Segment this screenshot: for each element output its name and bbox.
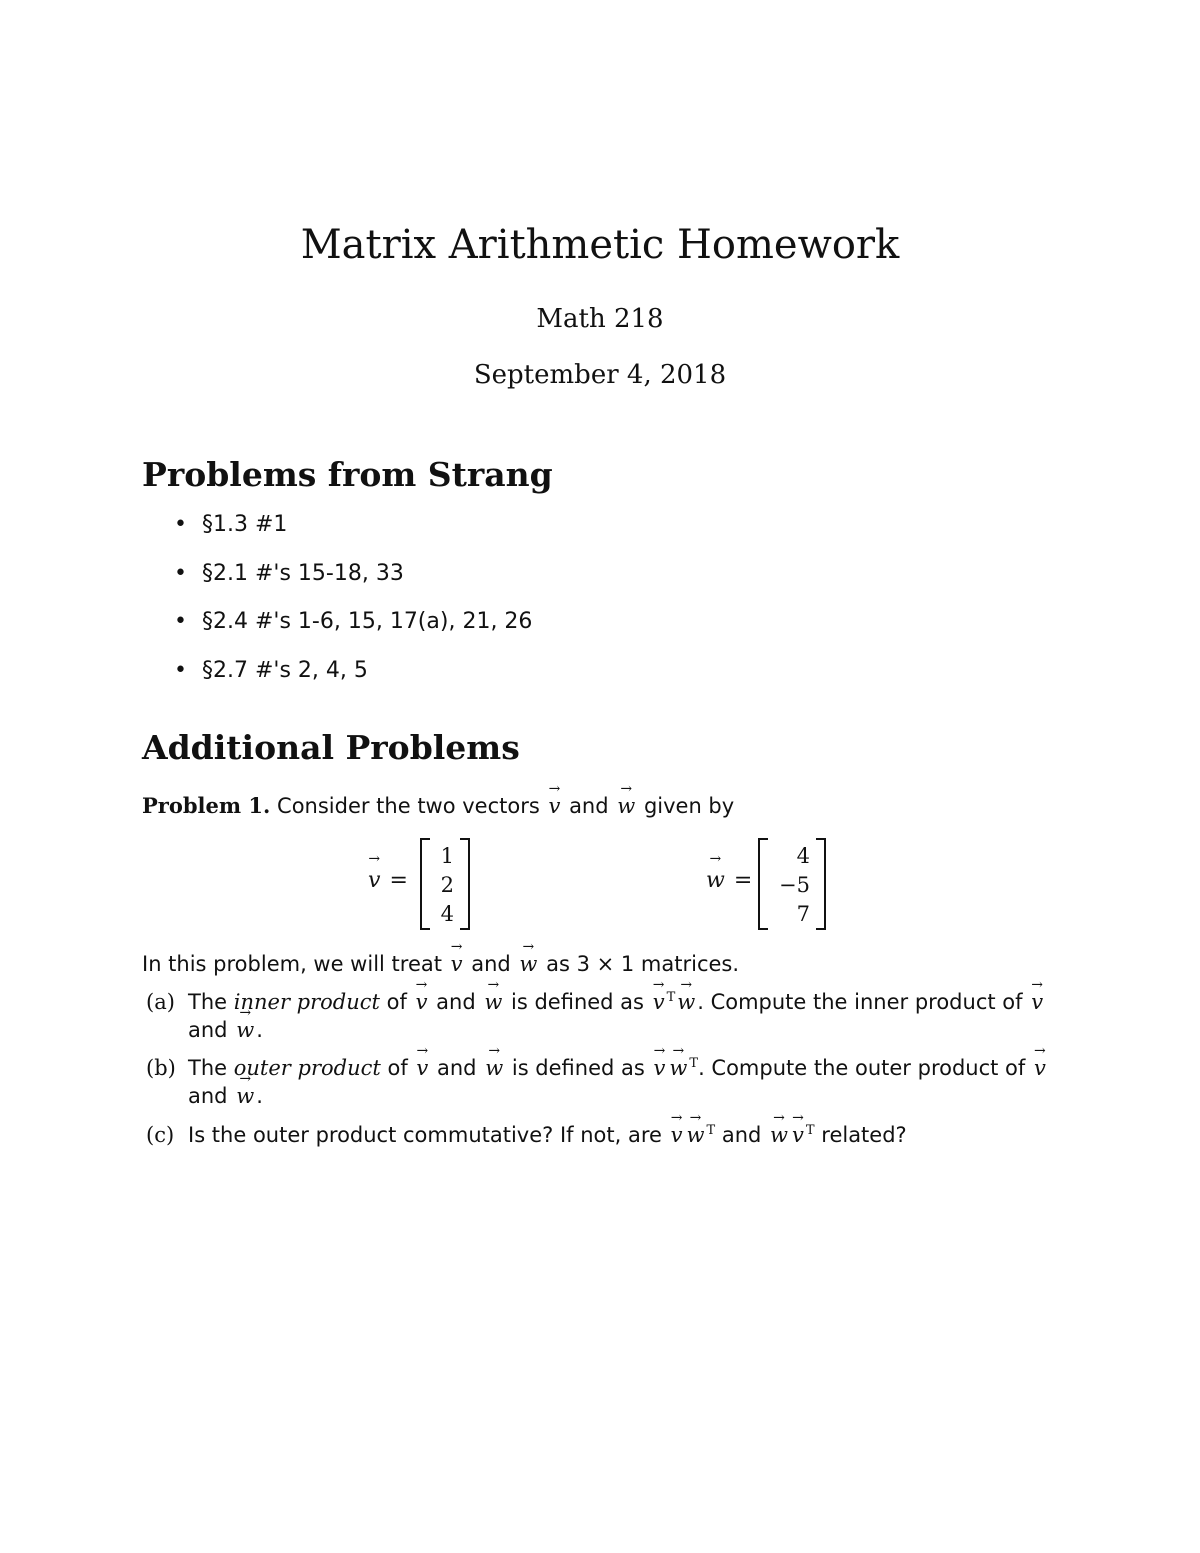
document-title: Matrix Arithmetic Homework bbox=[300, 222, 900, 268]
problem-label: Problem 1. bbox=[142, 793, 271, 818]
vector-w: → w bbox=[615, 792, 637, 820]
vector-definitions bbox=[0, 838, 1200, 928]
vector-v: → v bbox=[547, 792, 563, 820]
course-name: Math 218 bbox=[536, 304, 664, 334]
matrix-v-entries: 1 2 4 bbox=[440, 844, 454, 926]
term-inner-product: inner product bbox=[233, 990, 380, 1014]
strang-heading: Problems from Strang bbox=[142, 455, 553, 494]
strang-problem-list bbox=[172, 512, 872, 706]
matrix-v: → v = 1 2 4 bbox=[362, 838, 482, 928]
document-date: September 4, 2018 bbox=[473, 360, 727, 390]
list-item: • §2.4 #'s 1-6, 15, 17(a), 21, 26 bbox=[174, 609, 533, 635]
bullet-icon: • bbox=[174, 512, 187, 537]
list-item: • §2.7 #'s 2, 4, 5 bbox=[174, 657, 368, 683]
part-a: (a) The inner product of → v and → w is defined as → v $^T$→ w. Compute the inner product of → v and → w. bbox=[142, 988, 1062, 1044]
right-bracket bbox=[460, 838, 470, 930]
part-b: (b) The outer product of → v and → w is defined as → v→ w $^T$. Compute the outer product of → v and → w. bbox=[142, 1054, 1062, 1110]
term-outer-product: outer product bbox=[233, 1056, 381, 1080]
matrix-w: → w = 4 −5 7 bbox=[700, 838, 840, 928]
additional-heading: Additional Problems bbox=[142, 728, 520, 767]
left-bracket bbox=[420, 838, 430, 930]
bullet-icon: • bbox=[174, 560, 187, 586]
problem-statement: Problem 1. Consider the two vectors → v and → w given by bbox=[142, 792, 1062, 820]
right-bracket bbox=[816, 838, 826, 930]
part-label: (c) bbox=[146, 1123, 175, 1147]
bullet-icon: • bbox=[174, 657, 187, 683]
matrix-w-entries: 4 −5 7 bbox=[779, 844, 810, 926]
left-bracket bbox=[758, 838, 768, 930]
part-label: (b) bbox=[146, 1056, 176, 1080]
list-item: • §1.3 #1 bbox=[174, 512, 288, 537]
matrix-note: In this problem, we will treat → v and → w as 3 × 1 matrices. bbox=[142, 950, 1062, 978]
part-c: (c) Is the outer product commutative? If not, are → v→ w $^T$ and → w→ v $^T$ related? bbox=[142, 1121, 1062, 1149]
list-item: • §2.1 #'s 15-18, 33 bbox=[174, 560, 404, 586]
bullet-icon: • bbox=[174, 609, 187, 635]
part-label: (a) bbox=[146, 990, 175, 1014]
